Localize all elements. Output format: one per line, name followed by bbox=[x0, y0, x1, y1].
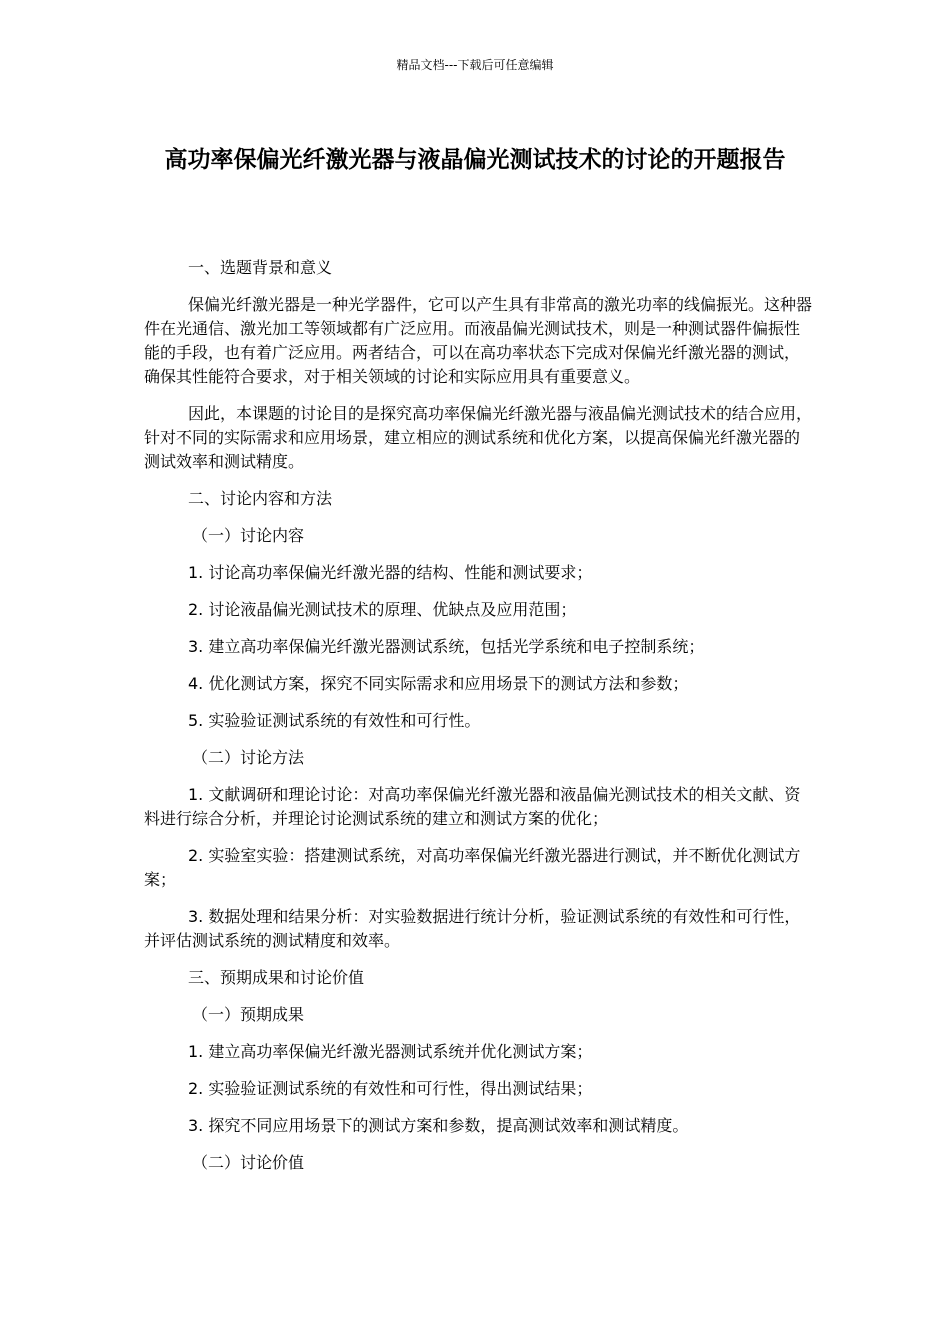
section-heading-content-methods: 二、讨论内容和方法 bbox=[188, 489, 333, 508]
section-heading-background: 一、选题背景和意义 bbox=[188, 258, 333, 277]
paragraph-purpose: 因此，本课题的讨论目的是探究高功率保偏光纤激光器与液晶偏光测试技术的结合应用，针对不同的实际需求和应用场景，建立相应的测试系统和优化方案，以提高保偏光纤激光器的测试效率和测试精度。 bbox=[144, 404, 813, 471]
list-item: 4. 优化测试方案，探究不同实际需求和应用场景下的测试方法和参数； bbox=[188, 674, 689, 693]
list-item: 2. 实验室实验：搭建测试系统，对高功率保偏光纤激光器进行测试，并不断优化测试方案； bbox=[144, 846, 801, 889]
list-item: 3. 数据处理和结果分析：对实验数据进行统计分析，验证测试系统的有效性和可行性，并评估测试系统的测试精度和效率。 bbox=[144, 907, 801, 950]
subheading-methods: （二）讨论方法 bbox=[192, 748, 305, 767]
list-item: 1. 讨论高功率保偏光纤激光器的结构、性能和测试要求； bbox=[188, 563, 593, 582]
subheading-value: （二）讨论价值 bbox=[192, 1153, 305, 1172]
paragraph-background: 保偏光纤激光器是一种光学器件，它可以产生具有非常高的激光功率的线偏振光。这种器件在光通信、激光加工等领域都有广泛应用。而液晶偏光测试技术，则是一种测试器件偏振性能的手段，也有着广泛应用。两者结合，可以在高功率状态下完成对保偏光纤激光器的测试，确保其性能符合要求，对于相关领域的讨论和实际应用具有重要意义。 bbox=[144, 295, 813, 386]
list-item: 5. 实验验证测试系统的有效性和可行性。 bbox=[188, 711, 481, 730]
list-item: 2. 讨论液晶偏光测试技术的原理、优缺点及应用范围； bbox=[188, 600, 577, 619]
subheading-content: （一）讨论内容 bbox=[192, 526, 305, 545]
subheading-outcomes: （一）预期成果 bbox=[192, 1005, 305, 1024]
page-header-note: 精品文档---下载后可任意编辑 bbox=[396, 58, 554, 72]
list-item: 2. 实验验证测试系统的有效性和可行性，得出测试结果； bbox=[188, 1079, 593, 1098]
list-item: 3. 建立高功率保偏光纤激光器测试系统，包括光学系统和电子控制系统； bbox=[188, 637, 705, 656]
section-heading-outcomes-value: 三、预期成果和讨论价值 bbox=[188, 968, 365, 987]
document-title: 高功率保偏光纤激光器与液晶偏光测试技术的讨论的开题报告 bbox=[164, 147, 786, 173]
list-item: 1. 建立高功率保偏光纤激光器测试系统并优化测试方案； bbox=[188, 1042, 593, 1061]
list-item: 1. 文献调研和理论讨论：对高功率保偏光纤激光器和液晶偏光测试技术的相关文献、资料进行综合分析，并理论讨论测试系统的建立和测试方案的优化； bbox=[144, 785, 801, 828]
list-item: 3. 探究不同应用场景下的测试方案和参数，提高测试效率和测试精度。 bbox=[188, 1116, 689, 1135]
document-body bbox=[144, 256, 814, 1188]
